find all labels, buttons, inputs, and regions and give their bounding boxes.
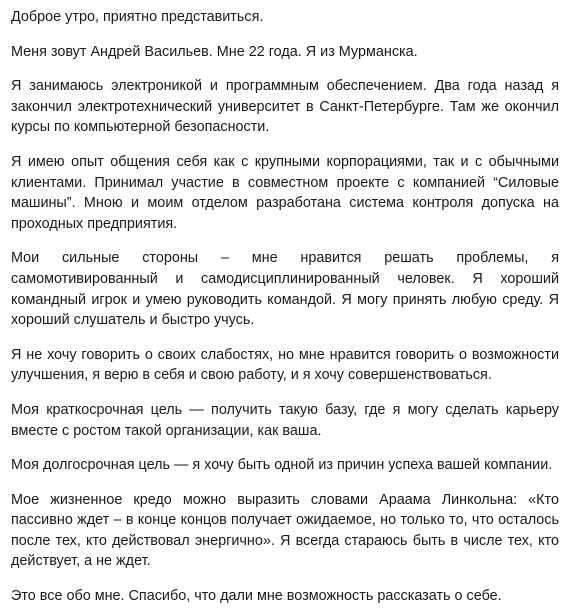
- greeting-paragraph: Доброе утро, приятно представиться.: [11, 9, 264, 25]
- long-term-goal-paragraph: Моя долгосрочная цель — я хочу быть одной из причин успеха вашей компании.: [11, 457, 553, 474]
- short-term-goal-paragraph: Моя краткосрочная цель — получить такую базу, где я могу сделать карьеру вместе с ростом такой организации, как ваша.: [11, 401, 559, 439]
- closing-paragraph: Это все обо мне. Спасибо, что дали мне возможность рассказать о себе.: [11, 588, 502, 605]
- strengths-paragraph: Мои сильные стороны – мне нравится решать проблемы, я самомотивированный и самодисциплинированный человек. Я хороший командный игрок и умею руководить командой. Я могу принять любую среду. Я хороший слушатель и быстро учусь.: [11, 250, 559, 329]
- life-motto-paragraph: Мое жизненное кредо можно выразить словами Араама Линкольна: «Кто пассивно ждет – в конце концов получает ожидаемое, но только то, что осталось после тех, кто действовал энергично». Я всегда стараюсь быть в числе тех, кто действует, а не ждет.: [11, 491, 559, 570]
- intro-paragraph: Меня зовут Андрей Васильев. Мне 22 года. Я из Мурманска.: [11, 43, 418, 60]
- weaknesses-paragraph: Я не хочу говорить о своих слабостях, но мне нравится говорить о возможности улучшения, я верю в себя и свою работу, и я хочу совершенствоваться.: [11, 346, 559, 384]
- experience-paragraph: Я имею опыт общения себя как с крупными корпорациями, так и с обычными клиентами. Принимал участие в совместном проекте с компанией “Силовые машины”. Мною и моим отделом разработана система контроля допуска на проходных предприятия.: [11, 153, 559, 232]
- education-paragraph: Я занимаюсь электроникой и программным обеспечением. Два года назад я закончил электротехнический университет в Санкт-Петербурге. Там же окончил курсы по компьютерной безопасности.: [11, 78, 559, 136]
